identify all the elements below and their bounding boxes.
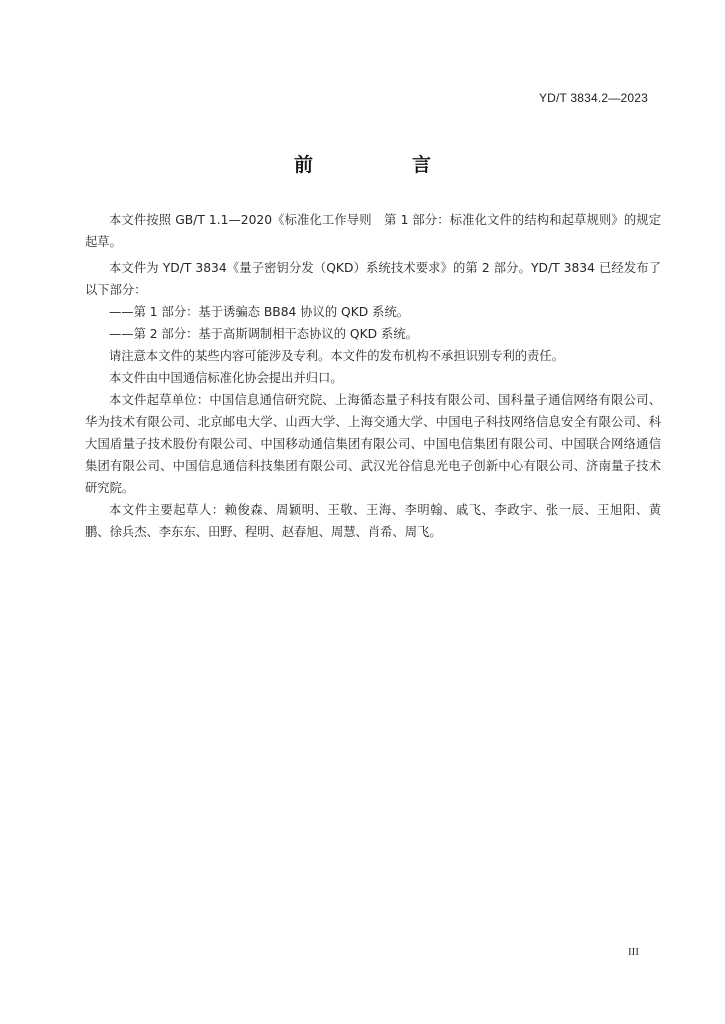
paragraph-drafting-units: 本文件起草单位：中国信息通信研究院、上海循态量子科技有限公司、国科量子通信网络有限公司、华为技术有限公司、北京邮电大学、山西大学、上海交通大学、中国电子科技网络信息安全有限公司、科大国盾量子技术股份有限公司、中国移动通信集团有限公司、中国电信集团有限公司、中国联合网络通信集团有限公司、中国信息通信科技集团有限公司、武汉光谷信息光电子创新中心有限公司、济南量子技术研究院。 <box>85 393 661 495</box>
list-item-part-1: ——第 1 部分：基于诱骗态 BB84 协议的 QKD 系统。 <box>109 305 410 319</box>
paragraph-document-parts: 本文件为 YD/T 3834《量子密钥分发（QKD）系统技术要求》的第 2 部分。YD/T 3834 已经发布了以下部分： <box>85 261 661 297</box>
list-item-part-2: ——第 2 部分：基于高斯调制相干态协议的 QKD 系统。 <box>109 327 418 341</box>
page-title: 前 言 <box>293 154 471 176</box>
foreword-body <box>85 209 661 543</box>
standard-code: YD/T 3834.2—2023 <box>538 91 648 105</box>
page-number: III <box>628 946 639 958</box>
paragraph-proposer: 本文件由中国通信标准化协会提出并归口。 <box>109 371 343 385</box>
paragraph-patent-notice: 请注意本文件的某些内容可能涉及专利。本文件的发布机构不承担识别专利的责任。 <box>109 349 564 363</box>
paragraph-drafters: 本文件主要起草人：赖俊森、周颖明、王敬、王海、李明翰、戚飞、李政宇、张一辰、王旭阳、黄鹏、徐兵杰、李东东、田野、程明、赵春旭、周慧、肖希、周飞。 <box>85 503 661 539</box>
paragraph-drafting-rules: 本文件按照 GB/T 1.1—2020《标准化工作导则 第 1 部分：标准化文件的结构和起草规则》的规定起草。 <box>85 213 661 249</box>
